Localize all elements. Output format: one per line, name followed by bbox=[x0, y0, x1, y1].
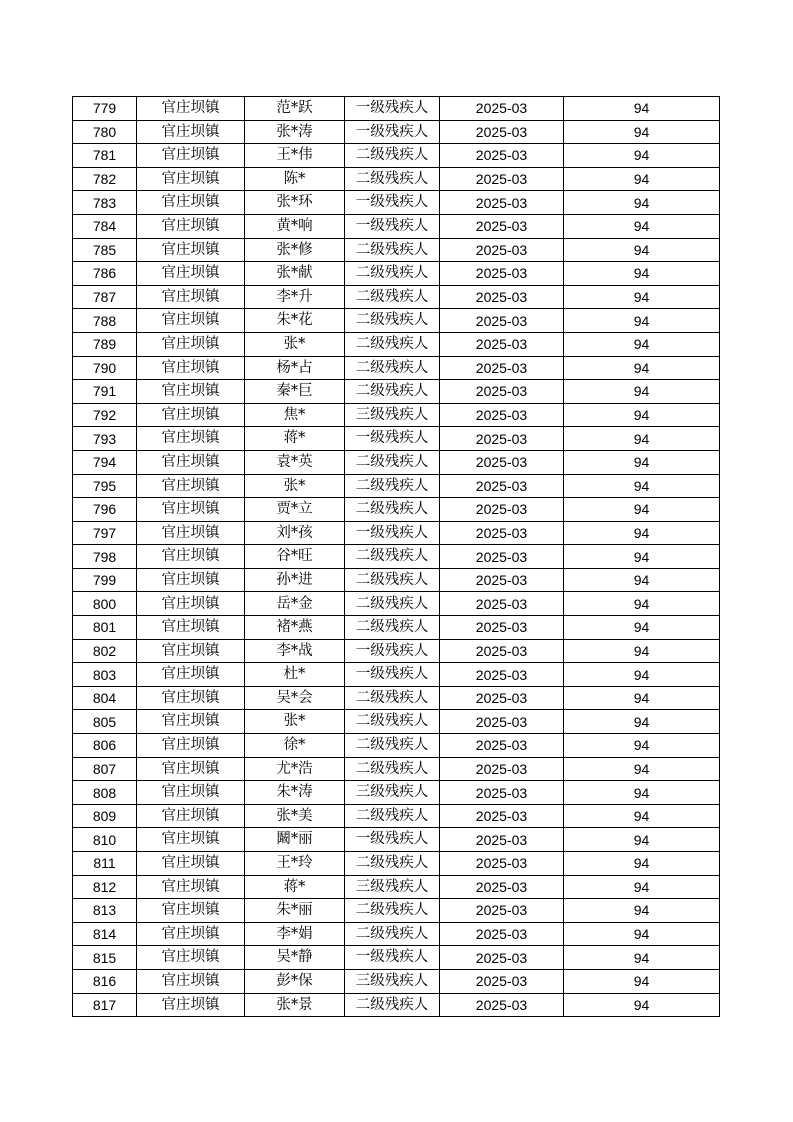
disability-level-cell: 三级残疾人 bbox=[345, 875, 440, 899]
table-row bbox=[73, 450, 720, 474]
town-cell: 官庄坝镇 bbox=[137, 969, 245, 993]
amount-cell: 94 bbox=[564, 521, 720, 545]
month-cell: 2025-03 bbox=[440, 309, 564, 333]
serial-number-cell: 797 bbox=[73, 521, 137, 545]
amount-cell: 94 bbox=[564, 757, 720, 781]
month-cell: 2025-03 bbox=[440, 285, 564, 309]
disability-level-cell: 二级残疾人 bbox=[345, 332, 440, 356]
serial-number-cell: 785 bbox=[73, 238, 137, 262]
amount-cell: 94 bbox=[564, 616, 720, 640]
table-row bbox=[73, 922, 720, 946]
month-cell: 2025-03 bbox=[440, 922, 564, 946]
town-cell: 官庄坝镇 bbox=[137, 285, 245, 309]
person-name-cell: 焦* bbox=[245, 403, 345, 427]
person-name-cell: 吴*静 bbox=[245, 946, 345, 970]
month-cell: 2025-03 bbox=[440, 498, 564, 522]
town-cell: 官庄坝镇 bbox=[137, 686, 245, 710]
person-name-cell: 张* bbox=[245, 332, 345, 356]
person-name-cell: 朱*花 bbox=[245, 309, 345, 333]
serial-number-cell: 795 bbox=[73, 474, 137, 498]
person-name-cell: 袁*英 bbox=[245, 450, 345, 474]
amount-cell: 94 bbox=[564, 875, 720, 899]
town-cell: 官庄坝镇 bbox=[137, 144, 245, 168]
table-row bbox=[73, 97, 720, 121]
disability-level-cell: 二级残疾人 bbox=[345, 474, 440, 498]
serial-number-cell: 813 bbox=[73, 899, 137, 923]
table-row bbox=[73, 498, 720, 522]
person-name-cell: 秦*巨 bbox=[245, 380, 345, 404]
person-name-cell: 张*修 bbox=[245, 238, 345, 262]
person-name-cell: 张*涛 bbox=[245, 120, 345, 144]
person-name-cell: 朱*丽 bbox=[245, 899, 345, 923]
serial-number-cell: 815 bbox=[73, 946, 137, 970]
table-row bbox=[73, 120, 720, 144]
town-cell: 官庄坝镇 bbox=[137, 734, 245, 758]
month-cell: 2025-03 bbox=[440, 191, 564, 215]
month-cell: 2025-03 bbox=[440, 804, 564, 828]
amount-cell: 94 bbox=[564, 450, 720, 474]
month-cell: 2025-03 bbox=[440, 568, 564, 592]
serial-number-cell: 782 bbox=[73, 167, 137, 191]
month-cell: 2025-03 bbox=[440, 167, 564, 191]
person-name-cell: 杜* bbox=[245, 663, 345, 687]
town-cell: 官庄坝镇 bbox=[137, 238, 245, 262]
person-name-cell: 蒋* bbox=[245, 427, 345, 451]
person-name-cell: 王*伟 bbox=[245, 144, 345, 168]
town-cell: 官庄坝镇 bbox=[137, 757, 245, 781]
disability-level-cell: 一级残疾人 bbox=[345, 191, 440, 215]
person-name-cell: 王*玲 bbox=[245, 852, 345, 876]
table-row bbox=[73, 969, 720, 993]
serial-number-cell: 804 bbox=[73, 686, 137, 710]
table-row bbox=[73, 403, 720, 427]
amount-cell: 94 bbox=[564, 167, 720, 191]
disability-level-cell: 三级残疾人 bbox=[345, 969, 440, 993]
disability-level-cell: 二级残疾人 bbox=[345, 757, 440, 781]
disability-level-cell: 二级残疾人 bbox=[345, 262, 440, 286]
table-row bbox=[73, 899, 720, 923]
disability-level-cell: 二级残疾人 bbox=[345, 804, 440, 828]
disability-level-cell: 二级残疾人 bbox=[345, 710, 440, 734]
month-cell: 2025-03 bbox=[440, 828, 564, 852]
town-cell: 官庄坝镇 bbox=[137, 167, 245, 191]
month-cell: 2025-03 bbox=[440, 899, 564, 923]
month-cell: 2025-03 bbox=[440, 592, 564, 616]
serial-number-cell: 812 bbox=[73, 875, 137, 899]
disability-level-cell: 二级残疾人 bbox=[345, 545, 440, 569]
month-cell: 2025-03 bbox=[440, 545, 564, 569]
serial-number-cell: 805 bbox=[73, 710, 137, 734]
disability-level-cell: 二级残疾人 bbox=[345, 167, 440, 191]
amount-cell: 94 bbox=[564, 285, 720, 309]
amount-cell: 94 bbox=[564, 639, 720, 663]
person-name-cell: 贾*立 bbox=[245, 498, 345, 522]
disability-level-cell: 二级残疾人 bbox=[345, 498, 440, 522]
town-cell: 官庄坝镇 bbox=[137, 191, 245, 215]
town-cell: 官庄坝镇 bbox=[137, 875, 245, 899]
person-name-cell: 范*跃 bbox=[245, 97, 345, 121]
table-row bbox=[73, 852, 720, 876]
serial-number-cell: 796 bbox=[73, 498, 137, 522]
amount-cell: 94 bbox=[564, 214, 720, 238]
table-row bbox=[73, 639, 720, 663]
month-cell: 2025-03 bbox=[440, 356, 564, 380]
person-name-cell: 徐* bbox=[245, 734, 345, 758]
month-cell: 2025-03 bbox=[440, 262, 564, 286]
month-cell: 2025-03 bbox=[440, 474, 564, 498]
amount-cell: 94 bbox=[564, 781, 720, 805]
person-name-cell: 岳*金 bbox=[245, 592, 345, 616]
table-row bbox=[73, 710, 720, 734]
disability-level-cell: 二级残疾人 bbox=[345, 144, 440, 168]
disability-level-cell: 二级残疾人 bbox=[345, 309, 440, 333]
serial-number-cell: 783 bbox=[73, 191, 137, 215]
town-cell: 官庄坝镇 bbox=[137, 781, 245, 805]
person-name-cell: 李*升 bbox=[245, 285, 345, 309]
month-cell: 2025-03 bbox=[440, 120, 564, 144]
amount-cell: 94 bbox=[564, 663, 720, 687]
disability-level-cell: 一级残疾人 bbox=[345, 214, 440, 238]
town-cell: 官庄坝镇 bbox=[137, 828, 245, 852]
serial-number-cell: 786 bbox=[73, 262, 137, 286]
person-name-cell: 陈* bbox=[245, 167, 345, 191]
amount-cell: 94 bbox=[564, 899, 720, 923]
amount-cell: 94 bbox=[564, 120, 720, 144]
disability-level-cell: 三级残疾人 bbox=[345, 781, 440, 805]
table-row bbox=[73, 214, 720, 238]
disability-level-cell: 二级残疾人 bbox=[345, 899, 440, 923]
person-name-cell: 张* bbox=[245, 710, 345, 734]
table-row bbox=[73, 781, 720, 805]
amount-cell: 94 bbox=[564, 686, 720, 710]
table-row bbox=[73, 167, 720, 191]
disability-level-cell: 二级残疾人 bbox=[345, 356, 440, 380]
serial-number-cell: 798 bbox=[73, 545, 137, 569]
serial-number-cell: 793 bbox=[73, 427, 137, 451]
amount-cell: 94 bbox=[564, 144, 720, 168]
amount-cell: 94 bbox=[564, 380, 720, 404]
town-cell: 官庄坝镇 bbox=[137, 332, 245, 356]
person-name-cell: 杨*占 bbox=[245, 356, 345, 380]
person-name-cell: 张*环 bbox=[245, 191, 345, 215]
town-cell: 官庄坝镇 bbox=[137, 993, 245, 1017]
month-cell: 2025-03 bbox=[440, 332, 564, 356]
town-cell: 官庄坝镇 bbox=[137, 214, 245, 238]
town-cell: 官庄坝镇 bbox=[137, 474, 245, 498]
amount-cell: 94 bbox=[564, 568, 720, 592]
table-row bbox=[73, 663, 720, 687]
month-cell: 2025-03 bbox=[440, 993, 564, 1017]
month-cell: 2025-03 bbox=[440, 144, 564, 168]
serial-number-cell: 780 bbox=[73, 120, 137, 144]
disability-level-cell: 二级残疾人 bbox=[345, 616, 440, 640]
disability-level-cell: 二级残疾人 bbox=[345, 450, 440, 474]
amount-cell: 94 bbox=[564, 852, 720, 876]
person-name-cell: 刘*孩 bbox=[245, 521, 345, 545]
table-row bbox=[73, 568, 720, 592]
serial-number-cell: 817 bbox=[73, 993, 137, 1017]
month-cell: 2025-03 bbox=[440, 214, 564, 238]
serial-number-cell: 811 bbox=[73, 852, 137, 876]
month-cell: 2025-03 bbox=[440, 97, 564, 121]
table-row bbox=[73, 757, 720, 781]
table-row bbox=[73, 191, 720, 215]
amount-cell: 94 bbox=[564, 238, 720, 262]
disability-level-cell: 一级残疾人 bbox=[345, 946, 440, 970]
disability-level-cell: 二级残疾人 bbox=[345, 734, 440, 758]
month-cell: 2025-03 bbox=[440, 875, 564, 899]
month-cell: 2025-03 bbox=[440, 757, 564, 781]
amount-cell: 94 bbox=[564, 427, 720, 451]
person-name-cell: 蒋* bbox=[245, 875, 345, 899]
person-name-cell: 谷*旺 bbox=[245, 545, 345, 569]
table-row bbox=[73, 804, 720, 828]
person-name-cell: 李*战 bbox=[245, 639, 345, 663]
amount-cell: 94 bbox=[564, 332, 720, 356]
amount-cell: 94 bbox=[564, 804, 720, 828]
serial-number-cell: 788 bbox=[73, 309, 137, 333]
table-row bbox=[73, 734, 720, 758]
town-cell: 官庄坝镇 bbox=[137, 545, 245, 569]
disability-level-cell: 二级残疾人 bbox=[345, 686, 440, 710]
table-row bbox=[73, 238, 720, 262]
disability-level-cell: 三级残疾人 bbox=[345, 403, 440, 427]
serial-number-cell: 802 bbox=[73, 639, 137, 663]
serial-number-cell: 781 bbox=[73, 144, 137, 168]
table-row bbox=[73, 828, 720, 852]
month-cell: 2025-03 bbox=[440, 521, 564, 545]
town-cell: 官庄坝镇 bbox=[137, 498, 245, 522]
disability-level-cell: 二级残疾人 bbox=[345, 993, 440, 1017]
table-body bbox=[73, 97, 720, 1017]
disability-level-cell: 二级残疾人 bbox=[345, 852, 440, 876]
table-row bbox=[73, 686, 720, 710]
serial-number-cell: 787 bbox=[73, 285, 137, 309]
serial-number-cell: 803 bbox=[73, 663, 137, 687]
table-row bbox=[73, 616, 720, 640]
town-cell: 官庄坝镇 bbox=[137, 852, 245, 876]
amount-cell: 94 bbox=[564, 356, 720, 380]
month-cell: 2025-03 bbox=[440, 852, 564, 876]
disability-level-cell: 二级残疾人 bbox=[345, 238, 440, 262]
serial-number-cell: 807 bbox=[73, 757, 137, 781]
person-name-cell: 李*娟 bbox=[245, 922, 345, 946]
town-cell: 官庄坝镇 bbox=[137, 899, 245, 923]
disability-level-cell: 一级残疾人 bbox=[345, 521, 440, 545]
disability-level-cell: 一级残疾人 bbox=[345, 120, 440, 144]
amount-cell: 94 bbox=[564, 993, 720, 1017]
amount-cell: 94 bbox=[564, 403, 720, 427]
month-cell: 2025-03 bbox=[440, 450, 564, 474]
serial-number-cell: 790 bbox=[73, 356, 137, 380]
town-cell: 官庄坝镇 bbox=[137, 922, 245, 946]
amount-cell: 94 bbox=[564, 734, 720, 758]
amount-cell: 94 bbox=[564, 309, 720, 333]
town-cell: 官庄坝镇 bbox=[137, 356, 245, 380]
amount-cell: 94 bbox=[564, 191, 720, 215]
town-cell: 官庄坝镇 bbox=[137, 262, 245, 286]
town-cell: 官庄坝镇 bbox=[137, 521, 245, 545]
table-row bbox=[73, 309, 720, 333]
serial-number-cell: 801 bbox=[73, 616, 137, 640]
serial-number-cell: 791 bbox=[73, 380, 137, 404]
month-cell: 2025-03 bbox=[440, 734, 564, 758]
table-row bbox=[73, 144, 720, 168]
serial-number-cell: 794 bbox=[73, 450, 137, 474]
town-cell: 官庄坝镇 bbox=[137, 120, 245, 144]
person-name-cell: 彭*保 bbox=[245, 969, 345, 993]
disability-level-cell: 二级残疾人 bbox=[345, 922, 440, 946]
town-cell: 官庄坝镇 bbox=[137, 946, 245, 970]
amount-cell: 94 bbox=[564, 498, 720, 522]
month-cell: 2025-03 bbox=[440, 427, 564, 451]
town-cell: 官庄坝镇 bbox=[137, 450, 245, 474]
amount-cell: 94 bbox=[564, 710, 720, 734]
town-cell: 官庄坝镇 bbox=[137, 97, 245, 121]
serial-number-cell: 800 bbox=[73, 592, 137, 616]
person-name-cell: 张*美 bbox=[245, 804, 345, 828]
serial-number-cell: 809 bbox=[73, 804, 137, 828]
person-name-cell: 鬫*丽 bbox=[245, 828, 345, 852]
town-cell: 官庄坝镇 bbox=[137, 710, 245, 734]
serial-number-cell: 799 bbox=[73, 568, 137, 592]
month-cell: 2025-03 bbox=[440, 663, 564, 687]
town-cell: 官庄坝镇 bbox=[137, 427, 245, 451]
month-cell: 2025-03 bbox=[440, 781, 564, 805]
table-row bbox=[73, 521, 720, 545]
table-row bbox=[73, 332, 720, 356]
town-cell: 官庄坝镇 bbox=[137, 639, 245, 663]
amount-cell: 94 bbox=[564, 592, 720, 616]
town-cell: 官庄坝镇 bbox=[137, 592, 245, 616]
disability-level-cell: 二级残疾人 bbox=[345, 285, 440, 309]
serial-number-cell: 808 bbox=[73, 781, 137, 805]
amount-cell: 94 bbox=[564, 262, 720, 286]
amount-cell: 94 bbox=[564, 828, 720, 852]
serial-number-cell: 816 bbox=[73, 969, 137, 993]
person-name-cell: 黄*响 bbox=[245, 214, 345, 238]
month-cell: 2025-03 bbox=[440, 403, 564, 427]
table-row bbox=[73, 474, 720, 498]
table-row bbox=[73, 262, 720, 286]
town-cell: 官庄坝镇 bbox=[137, 568, 245, 592]
table-row bbox=[73, 946, 720, 970]
person-name-cell: 尤*浩 bbox=[245, 757, 345, 781]
serial-number-cell: 784 bbox=[73, 214, 137, 238]
disability-level-cell: 一级残疾人 bbox=[345, 97, 440, 121]
town-cell: 官庄坝镇 bbox=[137, 380, 245, 404]
town-cell: 官庄坝镇 bbox=[137, 804, 245, 828]
person-name-cell: 张*献 bbox=[245, 262, 345, 286]
person-name-cell: 张* bbox=[245, 474, 345, 498]
table-row bbox=[73, 592, 720, 616]
table-row bbox=[73, 356, 720, 380]
table-row bbox=[73, 875, 720, 899]
month-cell: 2025-03 bbox=[440, 639, 564, 663]
serial-number-cell: 789 bbox=[73, 332, 137, 356]
person-name-cell: 朱*涛 bbox=[245, 781, 345, 805]
disability-level-cell: 二级残疾人 bbox=[345, 380, 440, 404]
serial-number-cell: 810 bbox=[73, 828, 137, 852]
serial-number-cell: 806 bbox=[73, 734, 137, 758]
disability-level-cell: 二级残疾人 bbox=[345, 592, 440, 616]
table-row bbox=[73, 545, 720, 569]
disability-level-cell: 一级残疾人 bbox=[345, 427, 440, 451]
table-row bbox=[73, 427, 720, 451]
disability-level-cell: 一级残疾人 bbox=[345, 663, 440, 687]
serial-number-cell: 779 bbox=[73, 97, 137, 121]
month-cell: 2025-03 bbox=[440, 946, 564, 970]
town-cell: 官庄坝镇 bbox=[137, 616, 245, 640]
month-cell: 2025-03 bbox=[440, 969, 564, 993]
month-cell: 2025-03 bbox=[440, 238, 564, 262]
person-name-cell: 吴*会 bbox=[245, 686, 345, 710]
person-name-cell: 孙*进 bbox=[245, 568, 345, 592]
table-row bbox=[73, 380, 720, 404]
disability-level-cell: 一级残疾人 bbox=[345, 828, 440, 852]
town-cell: 官庄坝镇 bbox=[137, 663, 245, 687]
amount-cell: 94 bbox=[564, 969, 720, 993]
disability-level-cell: 二级残疾人 bbox=[345, 568, 440, 592]
town-cell: 官庄坝镇 bbox=[137, 309, 245, 333]
month-cell: 2025-03 bbox=[440, 710, 564, 734]
month-cell: 2025-03 bbox=[440, 686, 564, 710]
table-row bbox=[73, 993, 720, 1017]
serial-number-cell: 792 bbox=[73, 403, 137, 427]
month-cell: 2025-03 bbox=[440, 616, 564, 640]
serial-number-cell: 814 bbox=[73, 922, 137, 946]
disability-level-cell: 一级残疾人 bbox=[345, 639, 440, 663]
subsidy-table bbox=[72, 96, 720, 1017]
table-row bbox=[73, 285, 720, 309]
amount-cell: 94 bbox=[564, 545, 720, 569]
amount-cell: 94 bbox=[564, 97, 720, 121]
person-name-cell: 褚*燕 bbox=[245, 616, 345, 640]
person-name-cell: 张*景 bbox=[245, 993, 345, 1017]
amount-cell: 94 bbox=[564, 922, 720, 946]
amount-cell: 94 bbox=[564, 946, 720, 970]
month-cell: 2025-03 bbox=[440, 380, 564, 404]
town-cell: 官庄坝镇 bbox=[137, 403, 245, 427]
amount-cell: 94 bbox=[564, 474, 720, 498]
